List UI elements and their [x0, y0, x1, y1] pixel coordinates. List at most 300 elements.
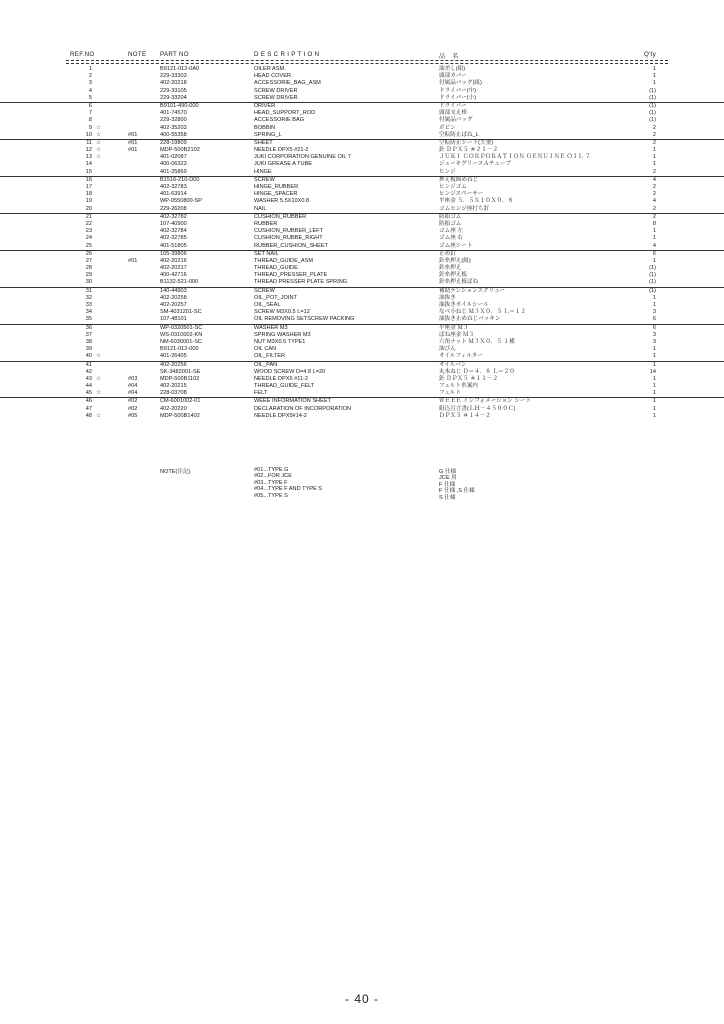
table-row — [0, 265, 724, 272]
ref-no-cell: 27 — [85, 257, 92, 264]
table-row — [0, 169, 724, 176]
description-cell: THREAD_PRESSER_PLATE — [254, 272, 328, 279]
japanese-name-cell: ドライバー(中) — [439, 87, 477, 94]
description-cell: SET NAIL — [254, 250, 279, 257]
japanese-name-cell: ドライバー(小) — [439, 94, 477, 101]
description-cell: CUSHION_RUBBER_LEFT — [254, 228, 324, 235]
table-row — [0, 361, 724, 369]
qty-cell: 1 — [652, 412, 656, 419]
note-cell: #01 — [128, 257, 138, 264]
part-no-cell: 107-40900 — [160, 220, 187, 227]
ref-no-cell: 28 — [85, 265, 92, 272]
part-no-cell: 105-39806 — [160, 250, 187, 257]
part-no-cell: 402-20257 — [160, 302, 187, 308]
japanese-name-cell: なべ小ねじ Ｍ３Ｘ０．５ Ｌ＝１２ — [439, 309, 527, 316]
note-code: #02...FOR JCE — [254, 473, 292, 480]
japanese-name-cell: ＤＰＸ５ ＃１４－２ — [439, 412, 491, 419]
part-no-cell: 401-26405 — [160, 353, 187, 360]
part-no-cell: WP-0320501-SC — [160, 324, 203, 331]
description-cell: BOBBIN — [254, 124, 276, 131]
table-row — [0, 279, 724, 286]
qty-cell: 1 — [652, 405, 656, 412]
description-cell: DRIVER — [254, 102, 276, 109]
part-no-cell: SK-3482001-SE — [160, 368, 201, 375]
japanese-name-cell: 油抜き — [439, 294, 456, 301]
qty-cell: 3 — [652, 309, 656, 316]
japanese-name-cell: 組込宣言書(ＬＨ－４５００Ｃ) — [439, 405, 516, 412]
part-no-cell: 402-20216 — [160, 257, 187, 264]
ref-no-cell: 22 — [85, 220, 92, 227]
japanese-name-cell: 頭部カバー — [439, 73, 467, 80]
qty-cell: 1 — [652, 375, 656, 382]
japanese-name-cell: オイルフィルター — [439, 353, 483, 360]
note-cell: #02 — [128, 405, 138, 412]
japanese-name-cell: 油差し(組) — [439, 66, 466, 72]
description-cell: NEEDLE DPX5#14-2 — [254, 412, 307, 419]
part-no-cell: 402-35203 — [160, 124, 187, 131]
part-no-cell: 401-74570 — [160, 110, 187, 117]
qty-cell: 1 — [652, 228, 656, 235]
note-japanese: F 仕様 — [439, 481, 456, 488]
japanese-name-cell: オイルパン — [439, 361, 467, 368]
qty-cell: 4 — [652, 198, 656, 205]
header-description: D E S C R I P T I O N — [254, 51, 320, 58]
note-cell: #01 — [128, 131, 138, 138]
description-cell: HINGE_RUBBER — [254, 184, 299, 190]
ref-no-cell: 5 — [88, 94, 92, 101]
part-no-cell: 400-55358 — [160, 131, 187, 138]
table-row — [0, 316, 724, 323]
star-mark: ☆ — [96, 390, 102, 397]
header-ref-no: REF.NO — [70, 51, 95, 58]
description-cell: HEAD_SUPPORT_ROD — [254, 110, 316, 117]
description-cell: SCREW DRIVER — [254, 94, 298, 101]
ref-no-cell: 35 — [85, 316, 92, 323]
ref-no-cell: 40 — [85, 353, 92, 360]
note-cell: #03 — [128, 375, 138, 382]
table-row — [0, 413, 724, 420]
part-no-cell: 229-33204 — [160, 94, 187, 101]
qty-cell: 1 — [652, 147, 656, 154]
part-no-cell: B1132-521-000 — [160, 279, 199, 286]
qty-cell: 1 — [652, 294, 656, 301]
ref-no-cell: 11 — [86, 139, 92, 146]
japanese-name-cell: 油抜き止めねじパッキン — [439, 316, 501, 323]
parts-table-body — [0, 66, 724, 420]
qty-cell: 3 — [652, 338, 656, 345]
note-code: #04...TYPE F AND TYPE S — [254, 486, 322, 493]
qty-cell: 14 — [649, 368, 656, 375]
note-code: #03...TYPE F — [254, 479, 288, 486]
description-cell: OIL_FILTER — [254, 353, 285, 360]
japanese-name-cell: ボビン — [439, 124, 456, 131]
ref-no-cell: 31 — [85, 287, 92, 294]
part-no-cell: B9121-012-000 — [160, 346, 199, 353]
header-part-no: PART NO — [160, 51, 189, 58]
ref-no-cell: 38 — [85, 338, 92, 345]
table-row — [0, 243, 724, 250]
description-cell: OILER ASM. — [254, 66, 286, 72]
description-cell: RUBBER_CUSHION_SHEET — [254, 242, 328, 249]
ref-no-cell: 30 — [85, 279, 92, 286]
description-cell: THREAD PRESSER PLATE SPRING — [254, 279, 348, 286]
japanese-name-cell: 平座金 ５．５Ｘ１０Ｘ０．８ — [439, 198, 514, 205]
japanese-name-cell: 防振ゴム — [439, 220, 462, 227]
ref-no-cell: 41 — [85, 361, 92, 368]
ref-no-cell: 7 — [88, 110, 92, 117]
table-row — [0, 102, 724, 110]
description-cell: THREAD_GUIDE_ASM — [254, 257, 314, 264]
japanese-name-cell: ばね座金 Ｍ３ — [439, 331, 475, 338]
table-row — [0, 309, 724, 316]
japanese-name-cell: 丸木ねじ Ｄ＝４．８ Ｌ＝２０ — [439, 368, 515, 375]
qty-cell: 8 — [652, 220, 656, 227]
description-cell: HEAD COVER — [254, 73, 291, 80]
ref-no-cell: 42 — [85, 368, 92, 375]
japanese-name-cell: 付属品バッグ(組) — [439, 80, 482, 87]
note-cell: #01 — [128, 147, 138, 154]
qty-cell: 6 — [652, 324, 656, 331]
note-code: #01...TYPE G — [254, 467, 289, 473]
description-cell: OIL_SEAL — [254, 302, 281, 308]
qty-cell: 2 — [652, 139, 656, 146]
ref-no-cell: 9 — [88, 124, 92, 131]
ref-no-cell: 18 — [85, 191, 92, 198]
table-row — [0, 287, 724, 295]
description-cell: OIL_POT_JOINT — [254, 294, 297, 301]
qty-cell: 1 — [652, 161, 656, 168]
part-no-cell: 402-32784 — [160, 228, 187, 235]
japanese-name-cell: 空転防止ばね_L — [439, 131, 479, 138]
japanese-name-cell: ＪＵＫＩ ＣＯＲＰＯＲＡＴＩＯＮ ＧＥＮＵＩＮＥ ＯＩＬ ７ — [439, 154, 591, 161]
table-row — [0, 353, 724, 360]
ref-no-cell: 36 — [85, 324, 92, 331]
part-no-cell: 229-33105 — [160, 87, 187, 94]
header-divider-lower — [66, 63, 668, 64]
qty-cell: 2 — [652, 213, 656, 220]
japanese-name-cell: 針糸押え板 — [439, 272, 467, 279]
ref-no-cell: 44 — [85, 383, 92, 390]
qty-cell: (1) — [649, 102, 656, 109]
ref-no-cell: 39 — [85, 346, 92, 353]
ref-no-cell: 17 — [85, 184, 92, 190]
qty-cell: (1) — [649, 94, 656, 101]
qty-cell: (1) — [649, 287, 656, 294]
star-mark: ☆ — [96, 131, 102, 138]
ref-no-cell: 20 — [85, 205, 92, 212]
description-cell: OIL REMOVING SETSCREW PACKING — [254, 316, 355, 323]
part-no-cell: SM-4031201-SC — [160, 309, 202, 316]
note-cell: #05 — [128, 412, 138, 419]
part-no-cell: 401-51805 — [160, 242, 187, 249]
description-cell: CUSHION_RUBBER — [254, 213, 307, 220]
header-note: NOTE — [128, 51, 147, 58]
ref-no-cell: 6 — [88, 102, 92, 109]
description-cell: SCREW — [254, 287, 275, 294]
part-no-cell: MDP-500B1102 — [160, 375, 200, 382]
description-cell: JUKI CORPORATION GENUINE OIL 7 — [254, 154, 351, 161]
part-no-cell: 402-32785 — [160, 235, 187, 242]
table-row — [0, 191, 724, 198]
part-no-cell: B9101-490-000 — [160, 102, 199, 109]
table-row — [0, 346, 724, 353]
table-row — [0, 406, 724, 413]
description-cell: HINGE — [254, 168, 272, 175]
ref-no-cell: 3 — [88, 80, 92, 87]
table-row — [0, 198, 724, 205]
ref-no-cell: 8 — [88, 117, 92, 124]
table-row — [0, 302, 724, 309]
japanese-name-cell: ＷＥＥＥ インフォメーション シート — [439, 398, 532, 405]
qty-cell: 4 — [652, 242, 656, 249]
table-row — [0, 154, 724, 161]
description-cell: SCREW — [254, 176, 275, 183]
japanese-name-cell: ゴムヒンジ座打ち釘 — [439, 205, 490, 212]
description-cell: ACCESSORIE BAG — [254, 117, 305, 124]
qty-cell: 1 — [652, 390, 656, 397]
star-mark: ☆ — [96, 139, 102, 146]
table-row — [0, 73, 724, 80]
note-cell: #04 — [128, 383, 138, 390]
part-no-cell: WP-0550800-SP — [160, 198, 202, 205]
ref-no-cell: 23 — [85, 228, 92, 235]
ref-no-cell: 47 — [85, 405, 92, 412]
qty-cell: 1 — [652, 154, 656, 161]
table-row — [0, 369, 724, 376]
ref-no-cell: 24 — [85, 235, 92, 242]
qty-cell: 1 — [652, 73, 656, 80]
qty-cell: 1 — [652, 361, 656, 368]
part-no-cell: 401-25869 — [160, 168, 187, 175]
description-cell: THREAD_GUIDE — [254, 265, 298, 272]
qty-cell: 1 — [652, 353, 656, 360]
japanese-name-cell: 頭部支え棒 — [439, 110, 467, 117]
part-no-cell: 402-20258 — [160, 294, 187, 301]
table-row — [0, 339, 724, 346]
description-cell: DECLARATION OF INCORPORATION — [254, 405, 352, 412]
part-no-cell: 228-03708 — [160, 390, 187, 397]
table-row — [0, 397, 724, 405]
ref-no-cell: 12 — [85, 147, 92, 154]
part-no-cell: WS-0310002-KN — [160, 331, 203, 338]
japanese-name-cell: 防振ゴム — [439, 213, 462, 220]
table-row — [0, 110, 724, 117]
ref-no-cell: 45 — [85, 390, 92, 397]
qty-cell: (1) — [649, 87, 656, 94]
japanese-name-cell: ヒンジスペーサー — [439, 191, 484, 198]
qty-cell: 1 — [652, 346, 656, 353]
part-no-cell: 229-32800 — [160, 117, 187, 124]
description-cell: SCREW DRIVER — [254, 87, 298, 94]
part-no-cell: 401-63914 — [160, 191, 187, 198]
description-cell: ACCESSORIE_BAG_ASM — [254, 80, 321, 87]
japanese-name-cell: 止め釘 — [439, 250, 456, 257]
table-row — [0, 213, 724, 221]
part-no-cell: 402-32782 — [160, 213, 187, 220]
part-no-cell: MDP-500B1402 — [160, 412, 200, 419]
qty-cell: (1) — [649, 272, 656, 279]
part-no-cell: B1516-210-D00 — [160, 176, 200, 183]
part-no-cell: 228-19809 — [160, 139, 187, 146]
part-no-cell: 402-20218 — [160, 80, 187, 87]
japanese-name-cell: 空転防止シート(大釜) — [439, 139, 494, 146]
ref-no-cell: 13 — [85, 154, 92, 161]
japanese-name-cell: 補助テンションスクリュー — [439, 287, 506, 294]
japanese-name-cell: 針 ＤＰＸ５ ＃２１－２ — [439, 147, 499, 154]
ref-no-cell: 26 — [85, 250, 92, 257]
table-row — [0, 206, 724, 213]
note-cell: #04 — [128, 390, 138, 397]
description-cell: NEEDLE DPX5 #21-2 — [254, 147, 309, 154]
part-no-cell: 402-20217 — [160, 265, 187, 272]
ref-no-cell: 15 — [85, 168, 92, 175]
description-cell: WEEE INFORMATION SHEET — [254, 398, 331, 405]
table-row — [0, 324, 724, 332]
table-row — [0, 295, 724, 302]
description-cell: NEEDLE DPX5 #11-2 — [254, 375, 308, 382]
ref-no-cell: 10 — [85, 131, 92, 138]
table-row — [0, 66, 724, 73]
qty-cell: (1) — [649, 279, 656, 286]
description-cell: NUT M3X0.5 TYPE1 — [254, 338, 306, 345]
part-no-cell: 401-02087 — [160, 154, 187, 161]
ref-no-cell: 29 — [85, 272, 92, 279]
table-row — [0, 332, 724, 339]
description-cell: WOOD SCREW D=4.8 L=20 — [254, 368, 326, 375]
japanese-name-cell: 針糸押え板ばね — [439, 279, 479, 286]
header-divider — [66, 60, 668, 61]
part-no-cell: 229-33303 — [160, 73, 187, 80]
japanese-name-cell: 六角ナット Ｍ３Ｘ０．５ １種 — [439, 338, 515, 345]
table-row — [0, 258, 724, 265]
table-row — [0, 228, 724, 235]
table-row — [0, 95, 724, 102]
part-no-cell: 400-42716 — [160, 272, 187, 279]
qty-cell: 2 — [652, 191, 656, 198]
part-no-cell: 402-32783 — [160, 184, 187, 190]
ref-no-cell: 25 — [85, 242, 92, 249]
qty-cell: 1 — [652, 302, 656, 308]
table-row — [0, 376, 724, 383]
note-japanese: S 仕様 — [439, 494, 456, 501]
japanese-name-cell: ゴム座 右 — [439, 235, 463, 242]
qty-cell: 4 — [652, 176, 656, 183]
part-no-cell: 229-26208 — [160, 205, 187, 212]
notes-label: NOTE(注記) — [160, 469, 191, 475]
japanese-name-cell: ドライバー — [439, 102, 467, 109]
japanese-name-cell: 油抜きオイルシール — [439, 302, 489, 308]
table-row — [0, 390, 724, 397]
qty-cell: (1) — [649, 117, 656, 124]
star-mark: ☆ — [96, 154, 102, 161]
header-qty: Q'ty — [644, 51, 657, 58]
description-cell: WASHER M3 — [254, 324, 288, 331]
ref-no-cell: 46 — [85, 398, 92, 405]
table-row — [0, 221, 724, 228]
part-no-cell: 107-48101 — [160, 316, 187, 323]
qty-cell: 1 — [652, 66, 656, 72]
description-cell: JUKI GREASE A TUBE — [254, 161, 313, 168]
qty-cell: 6 — [652, 250, 656, 257]
qty-cell: 2 — [652, 184, 656, 190]
table-row — [0, 161, 724, 168]
part-no-cell: 402-20215 — [160, 383, 187, 390]
part-no-cell: B9121-012-0A0 — [160, 66, 200, 72]
japanese-name-cell: 付属品バッグ — [439, 117, 473, 124]
qty-cell: 1 — [652, 398, 656, 405]
qty-cell: 1 — [652, 235, 656, 242]
table-row — [0, 184, 724, 191]
ref-no-cell: 43 — [85, 375, 92, 382]
description-cell: NAIL — [254, 205, 267, 212]
star-mark: ☆ — [96, 124, 102, 131]
part-no-cell: 140-44903 — [160, 287, 187, 294]
japanese-name-cell: 針糸押え(組) — [439, 257, 471, 264]
table-row — [0, 117, 724, 124]
description-cell: RUBBER — [254, 220, 278, 227]
japanese-name-cell: フェルト糸案内 — [439, 383, 478, 390]
part-no-cell: NM-6030001-SC — [160, 338, 202, 345]
description-cell: SPRING WASHER M3 — [254, 331, 311, 338]
japanese-name-cell: ゴム座シート — [439, 242, 473, 249]
table-row — [0, 88, 724, 95]
note-japanese: JCE 用 — [439, 475, 457, 482]
description-cell: SCREW M3X0.5 L=12 — [254, 309, 310, 316]
ref-no-cell: 33 — [85, 302, 92, 308]
star-mark: ☆ — [96, 375, 102, 382]
table-row — [0, 272, 724, 279]
description-cell: OIL CAN — [254, 346, 277, 353]
japanese-name-cell: 油びん — [439, 346, 456, 353]
description-cell: THREAD_GUIDE_FELT — [254, 383, 315, 390]
japanese-name-cell: 平座金 Ｍ３ — [439, 324, 469, 331]
qty-cell: 3 — [652, 331, 656, 338]
table-row — [0, 147, 724, 154]
part-no-cell: 402-20256 — [160, 361, 187, 368]
qty-cell: 2 — [652, 131, 656, 138]
table-row — [0, 383, 724, 390]
note-code: #05...TYPE S — [254, 492, 288, 499]
japanese-name-cell: 押え板締めねじ — [439, 176, 479, 183]
description-cell: WASHER 5.5X10X0.8 — [254, 198, 310, 205]
japanese-name-cell: ヒンジゴム — [439, 184, 467, 190]
japanese-name-cell: フェルト — [439, 390, 462, 397]
table-row — [0, 235, 724, 242]
ref-no-cell: 2 — [88, 73, 92, 80]
japanese-name-cell: ジューキグリースＡチューブ — [439, 161, 511, 168]
ref-no-cell: 19 — [85, 198, 92, 205]
table-row — [0, 176, 724, 184]
japanese-name-cell: 針糸押え — [439, 265, 462, 272]
note-japanese: G 仕様 — [439, 469, 457, 475]
table-row — [0, 125, 724, 132]
qty-cell: (1) — [649, 265, 656, 272]
part-no-cell: MDP-500B2102 — [160, 147, 200, 154]
header-japanese-name: 品 名 — [439, 53, 459, 60]
japanese-name-cell: 針 ＤＰＸ５ ＃１１－２ — [439, 375, 499, 382]
ref-no-cell: 16 — [85, 176, 92, 183]
qty-cell: 1 — [652, 383, 656, 390]
qty-cell: 2 — [652, 205, 656, 212]
page-number: - 40 - — [344, 992, 379, 1006]
qty-cell: 2 — [652, 124, 656, 131]
ref-no-cell: 4 — [88, 87, 92, 94]
star-mark: ☆ — [96, 147, 102, 154]
description-cell: CUSHION_RUBBE_RIGHT — [254, 235, 323, 242]
description-cell: SHEET — [254, 139, 273, 146]
table-row — [0, 139, 724, 147]
qty-cell: 1 — [652, 257, 656, 264]
